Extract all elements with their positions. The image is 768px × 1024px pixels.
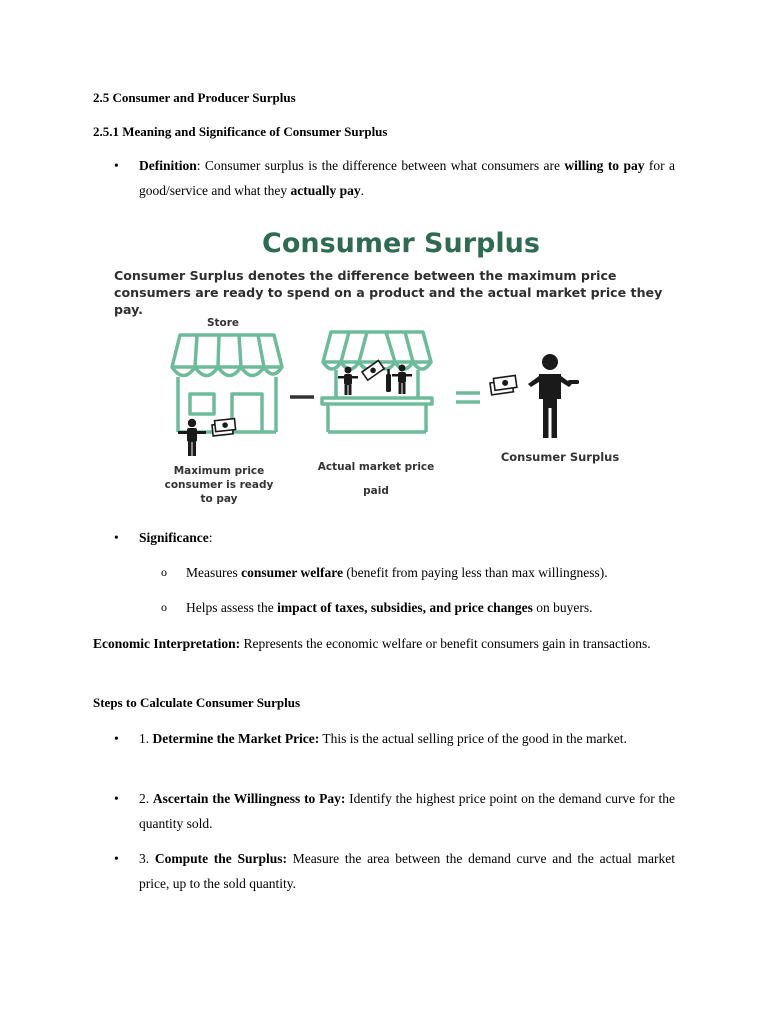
- step-item-2: [139, 786, 675, 836]
- significance-item2-a: Helps assess the: [186, 600, 278, 615]
- store-icon: [172, 335, 282, 432]
- economic-text: Represents the economic welfare or benefit consumers gain in transactions.: [240, 636, 651, 651]
- definition-text-a: : Consumer surplus is the difference between what consumers are: [196, 158, 565, 173]
- significance-item2-b: on buyers.: [532, 600, 593, 615]
- significance-item1-a: Measures: [186, 565, 242, 580]
- consumer-surplus-label: Consumer Surplus: [500, 450, 620, 464]
- figure-title: Consumer Surplus: [262, 228, 540, 259]
- significance-term: Significance: [139, 530, 209, 545]
- step-2-number: 2.: [139, 791, 153, 806]
- buyer-person-icon: [338, 367, 358, 396]
- bottle-icon: [386, 369, 391, 392]
- step-3-title: Compute the Surplus:: [154, 851, 287, 866]
- significance-colon: :: [208, 530, 213, 545]
- figure-subtitle: Consumer Surplus denotes the difference between the maximum price consumers are ready to spend on a product and the actual market price they pay.: [114, 268, 663, 317]
- step-1-text: This is the actual selling price of the good in the market.: [319, 731, 627, 746]
- definition-text-b: for a good/service and what they: [139, 158, 675, 198]
- step-2-text: Identify the highest price point on the demand curve for the quantity sold.: [139, 791, 676, 831]
- subsection-heading: 2.5.1 Meaning and Significance of Consumer Surplus: [93, 124, 388, 139]
- significance-bullet: [139, 525, 675, 550]
- step-1-number: 1.: [139, 731, 153, 746]
- section-heading: 2.5 Consumer and Producer Surplus: [93, 90, 296, 105]
- significance-item1-bold: consumer welfare: [241, 565, 343, 580]
- step-item-3: [139, 846, 675, 896]
- cash-icon-surplus: [489, 375, 517, 394]
- max-price-label: Maximum price consumer is ready to pay: [164, 465, 274, 505]
- step-1-title: Determine the Market Price:: [152, 731, 320, 746]
- significance-item2-bold: impact of taxes, subsidies, and price changes: [277, 600, 533, 615]
- definition-bold-a: willing to pay: [564, 158, 645, 173]
- steps-heading: Steps to Calculate Consumer Surplus: [93, 695, 301, 710]
- step-3-number: 3.: [139, 851, 155, 866]
- definition-text-c: .: [360, 183, 364, 198]
- store-label: Store: [206, 317, 240, 329]
- cash-icon-store: [212, 419, 236, 436]
- definition-bold-b: actually pay: [290, 183, 361, 198]
- market-price-label-line1: Actual market price: [317, 461, 435, 473]
- consumer-person-icon: [178, 419, 206, 456]
- market-stall-icon: [322, 332, 432, 432]
- consumer-surplus-figure: [110, 224, 680, 516]
- step-2-title: Ascertain the Willingness to Pay:: [152, 791, 346, 806]
- significance-item1-b: (benefit from paying less than max willingness).: [342, 565, 608, 580]
- step-item-1: [139, 726, 675, 751]
- market-price-label-line2: paid: [363, 485, 389, 497]
- surplus-person-icon: [528, 354, 579, 438]
- economic-interpretation: [93, 631, 675, 656]
- step-3-text: Measure the area between the demand curve and the actual market price, up to the sold quantity.: [139, 851, 675, 891]
- definition-bullet: [139, 153, 675, 203]
- significance-item-impact: [186, 595, 675, 620]
- economic-term: Economic Interpretation:: [93, 636, 241, 651]
- definition-term: Definition: [139, 158, 197, 173]
- significance-item-welfare: [186, 560, 675, 585]
